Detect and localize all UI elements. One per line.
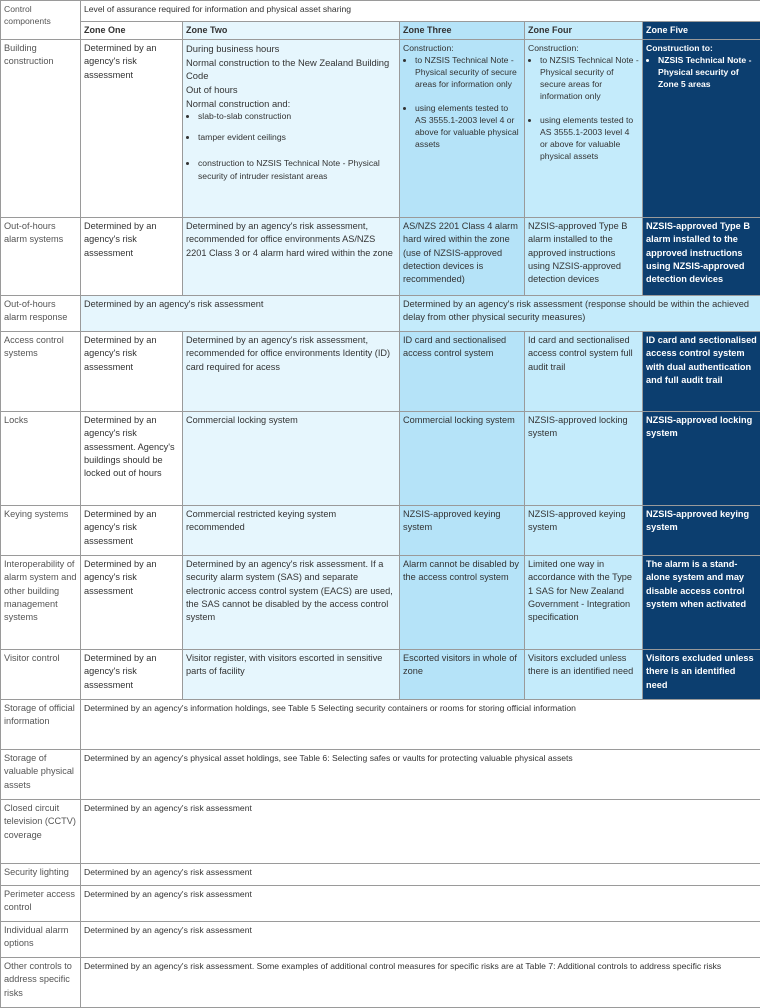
bullet-item: • tamper evident ceilings — [198, 131, 396, 143]
table-row — [1, 650, 760, 700]
cell: NZSIS-approved Type B alarm installed to the approved instructions using NZSIS-approved detection devices — [643, 218, 760, 296]
row-label: Building construction — [1, 40, 81, 218]
cell: NZSIS-approved locking system — [525, 412, 643, 506]
zone-header-row — [1, 22, 760, 40]
table-row — [1, 864, 760, 886]
cell: Commercial locking system — [400, 412, 525, 506]
cell: NZSIS-approved keying system — [643, 506, 760, 556]
bullet-list — [646, 54, 757, 90]
cell: AS/NZS 2201 Class 4 alarm hard wired within the zone (use of NZSIS-approved detection devices is recommended) — [400, 218, 525, 296]
table-row — [1, 750, 760, 800]
table-row — [1, 412, 760, 506]
row-label: Locks — [1, 412, 81, 506]
table-row — [1, 332, 760, 412]
cell: Determined by an agency's risk assessment — [81, 556, 183, 650]
table-row — [1, 40, 760, 218]
cell: Alarm cannot be disabled by the access control system — [400, 556, 525, 650]
cell: Determined by an agency's physical asset holdings, see Table 6: Selecting safes or vaults for protecting valuable physical assets — [81, 750, 760, 800]
cell-line: Construction: — [528, 42, 639, 54]
table-row — [1, 922, 760, 958]
cell: Visitors excluded unless there is an identified need — [643, 650, 760, 700]
cell-line: Construction: — [403, 42, 521, 54]
cell: Determined by an agency's risk assessment — [81, 800, 760, 864]
row-label: Visitor control — [1, 650, 81, 700]
cell: The alarm is a stand-alone system and may disable access control system when activated — [643, 556, 760, 650]
cell: Determined by an agency's risk assessment — [81, 296, 400, 332]
cell: Determined by an agency's risk assessment (response should be within the achieved delay from other physical security measures) — [400, 296, 760, 332]
row-label: Individual alarm options — [1, 922, 81, 958]
cell — [525, 40, 643, 218]
row-label: Keying systems — [1, 506, 81, 556]
bullet-item: • to NZSIS Technical Note - Physical security of secure areas for information only — [540, 54, 639, 102]
cell: Id card and sectionalised access control system full audit trail — [525, 332, 643, 412]
cell: Determined by an agency's risk assessment. Agency's buildings should be locked out of hours — [81, 412, 183, 506]
bullet-list — [186, 110, 396, 182]
cell: Determined by an agency's risk assessment — [81, 332, 183, 412]
row-label: Security lighting — [1, 864, 81, 886]
zone-five-header: Zone Five — [643, 22, 760, 40]
row-label: Closed circuit television (CCTV) coverage — [1, 800, 81, 864]
cell: Commercial locking system — [183, 412, 400, 506]
cell-line: Normal construction and: — [186, 97, 396, 111]
row-label: Out-of-hours alarm systems — [1, 218, 81, 296]
row-label: Storage of valuable physical assets — [1, 750, 81, 800]
cell: Determined by an agency's risk assessment. Some examples of additional control measures for specific risks are at Table 7: Additional controls to address specific risks — [81, 958, 760, 1008]
cell: ID card and sectionalised access control system — [400, 332, 525, 412]
cell — [400, 40, 525, 218]
table-row — [1, 296, 760, 332]
bullet-item: • to NZSIS Technical Note - Physical security of secure areas for information only — [415, 54, 521, 90]
cell: Determined by an agency's risk assessment, recommended for office environments Identity (ID) card required for acess — [183, 332, 400, 412]
zone-one-header: Zone One — [81, 22, 183, 40]
cell — [643, 40, 760, 218]
cell: NZSIS-approved Type B alarm installed to the approved instructions using NZSIS-approved detection devices — [525, 218, 643, 296]
header-row — [1, 1, 760, 22]
assurance-level-header: Level of assurance required for information and physical asset sharing — [81, 1, 760, 22]
cell: Determined by an agency's risk assessment — [81, 506, 183, 556]
cell-line: During business hours — [186, 42, 396, 56]
table-row — [1, 800, 760, 864]
cell: Determined by an agency's risk assessment — [81, 886, 760, 922]
cell-line: Normal construction to the New Zealand Building Code — [186, 56, 396, 83]
table-row — [1, 506, 760, 556]
bullet-list — [528, 54, 639, 162]
bullet-list — [403, 54, 521, 150]
row-label: Perimeter access control — [1, 886, 81, 922]
cell: Determined by an agency's risk assessment — [81, 650, 183, 700]
cell-line: Construction to: — [646, 42, 757, 54]
table-row — [1, 958, 760, 1008]
cell: NZSIS-approved keying system — [400, 506, 525, 556]
row-label: Storage of official information — [1, 700, 81, 750]
cell: NZSIS-approved keying system — [525, 506, 643, 556]
bullet-item: • using elements tested to AS 3555.1-2003 level 4 or above for valuable physical assets — [415, 102, 521, 150]
zone-two-header: Zone Two — [183, 22, 400, 40]
table-row — [1, 218, 760, 296]
table-row — [1, 556, 760, 650]
cell — [183, 40, 400, 218]
table-row — [1, 886, 760, 922]
cell: NZSIS-approved locking system — [643, 412, 760, 506]
cell: Determined by an agency's risk assessment — [81, 218, 183, 296]
cell: Escorted visitors in whole of zone — [400, 650, 525, 700]
cell: Visitors excluded unless there is an identified need — [525, 650, 643, 700]
row-label: Out-of-hours alarm response — [1, 296, 81, 332]
row-label: Other controls to address specific risks — [1, 958, 81, 1008]
cell: Commercial restricted keying system recommended — [183, 506, 400, 556]
control-components-header: Control components — [1, 1, 81, 40]
cell: Determined by an agency's risk assessment — [81, 922, 760, 958]
zone-three-header: Zone Three — [400, 22, 525, 40]
cell: ID card and sectionalised access control system with dual authentication and full audit trail — [643, 332, 760, 412]
cell: Determined by an agency's information holdings, see Table 5 Selecting security containers or rooms for storing official information — [81, 700, 760, 750]
bullet-item: • construction to NZSIS Technical Note - Physical security of intruder resistant areas — [198, 157, 396, 182]
cell-line: Out of hours — [186, 83, 396, 97]
cell: Determined by an agency's risk assessment, recommended for office environments AS/NZS 2201 Class 3 or 4 alarm hard wired within the zone — [183, 218, 400, 296]
row-label: Access control systems — [1, 332, 81, 412]
row-label: Interoperability of alarm system and other building management systems — [1, 556, 81, 650]
cell: Limited one way in accordance with the Type 1 SAS for New Zealand Government - Integration specification — [525, 556, 643, 650]
zone-four-header: Zone Four — [525, 22, 643, 40]
bullet-item: • NZSIS Technical Note - Physical security of Zone 5 areas — [658, 54, 757, 90]
cell: Visitor register, with visitors escorted in sensitive parts of facility — [183, 650, 400, 700]
table-row — [1, 700, 760, 750]
cell: Determined by an agency's risk assessment — [81, 40, 183, 218]
cell: Determined by an agency's risk assessment. If a security alarm system (SAS) and separate electronic access control system (EACS) are used, the SAS cannot be disabled by the access control system — [183, 556, 400, 650]
bullet-item: • slab-to-slab construction — [198, 110, 396, 122]
bullet-item: • using elements tested to AS 3555.1-2003 level 4 or above for valuable physical assets — [540, 114, 639, 162]
cell: Determined by an agency's risk assessment — [81, 864, 760, 886]
